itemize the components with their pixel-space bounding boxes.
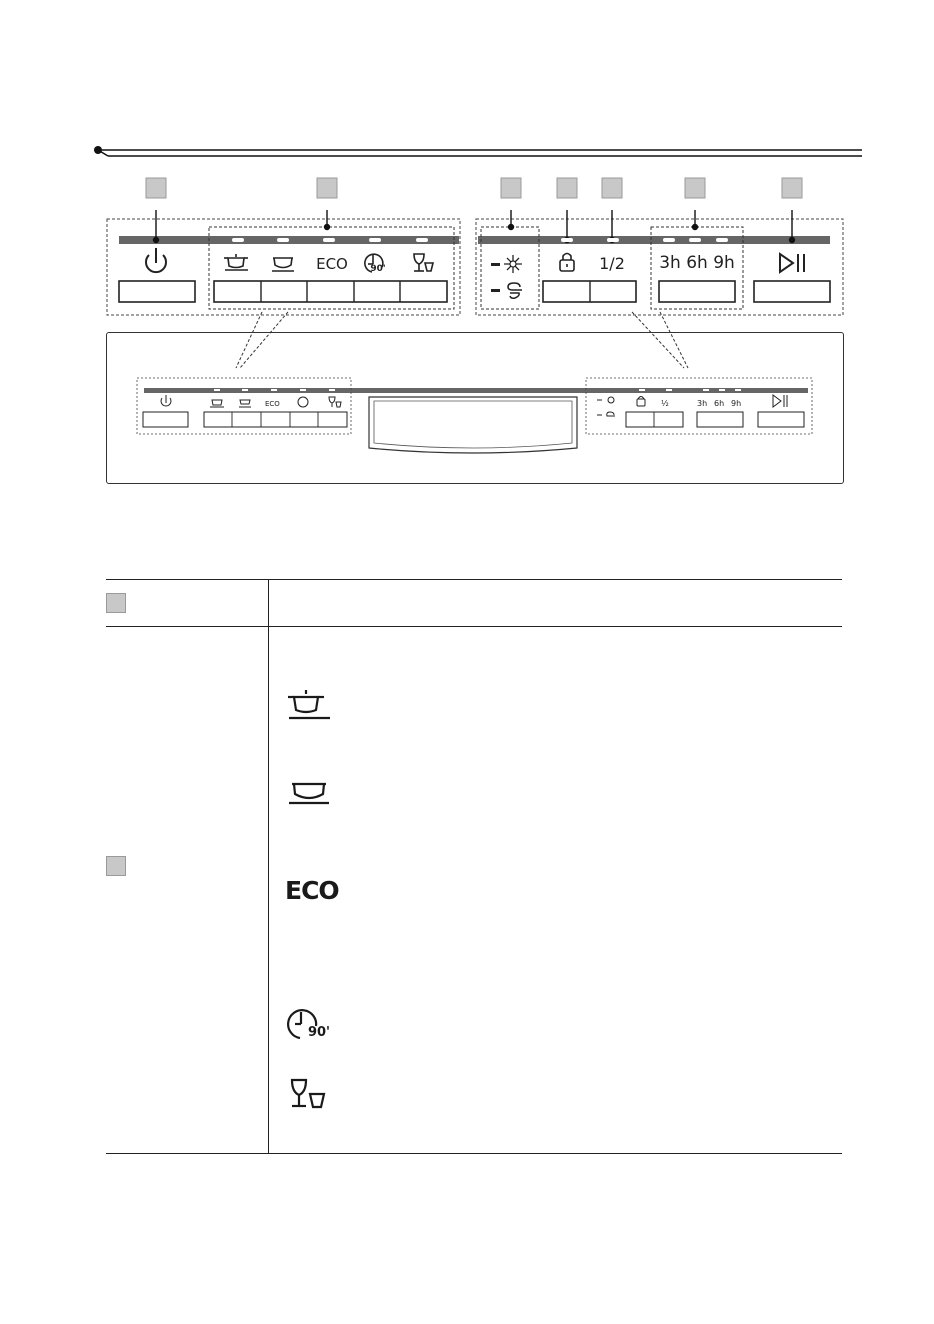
- bowl-icon: [286, 776, 334, 816]
- eco-program-label: ECO: [285, 876, 339, 905]
- svg-text:6h: 6h: [714, 399, 725, 408]
- svg-text:ECO: ECO: [265, 400, 280, 408]
- callout-badge-3: [501, 178, 521, 198]
- clock-90-label: 90': [307, 1025, 331, 1040]
- table-row-1-badge: [106, 593, 126, 613]
- svg-text:3h: 3h: [697, 399, 708, 408]
- svg-text:9h: 9h: [731, 399, 742, 408]
- svg-text:½: ½: [661, 399, 669, 408]
- callout-badge-2: [317, 178, 337, 198]
- panel-overview: [106, 332, 844, 484]
- table-top-border: [106, 579, 842, 580]
- half-load-label: 1/2: [599, 254, 625, 273]
- header-rule: [94, 146, 862, 160]
- delay-6h-label: 6h: [686, 253, 708, 273]
- pot-icon: [286, 688, 334, 728]
- eco-label: ECO: [316, 255, 348, 273]
- callout-badge-4: [557, 178, 577, 198]
- table-bottom-border: [106, 1153, 842, 1154]
- table-column-divider: [268, 579, 269, 1153]
- callout-badge-5: [602, 178, 622, 198]
- delay-3h-label: 3h: [659, 253, 681, 273]
- glass-cup-icon: [286, 1076, 334, 1116]
- callout-badge-7: [782, 178, 802, 198]
- min90-label: 90': [370, 264, 386, 274]
- table-row-2-badge: [106, 856, 126, 876]
- callout-badge-1: [146, 178, 166, 198]
- delay-9h-label: 9h: [713, 253, 735, 273]
- callout-badge-6: [685, 178, 705, 198]
- table-row-divider: [106, 626, 842, 627]
